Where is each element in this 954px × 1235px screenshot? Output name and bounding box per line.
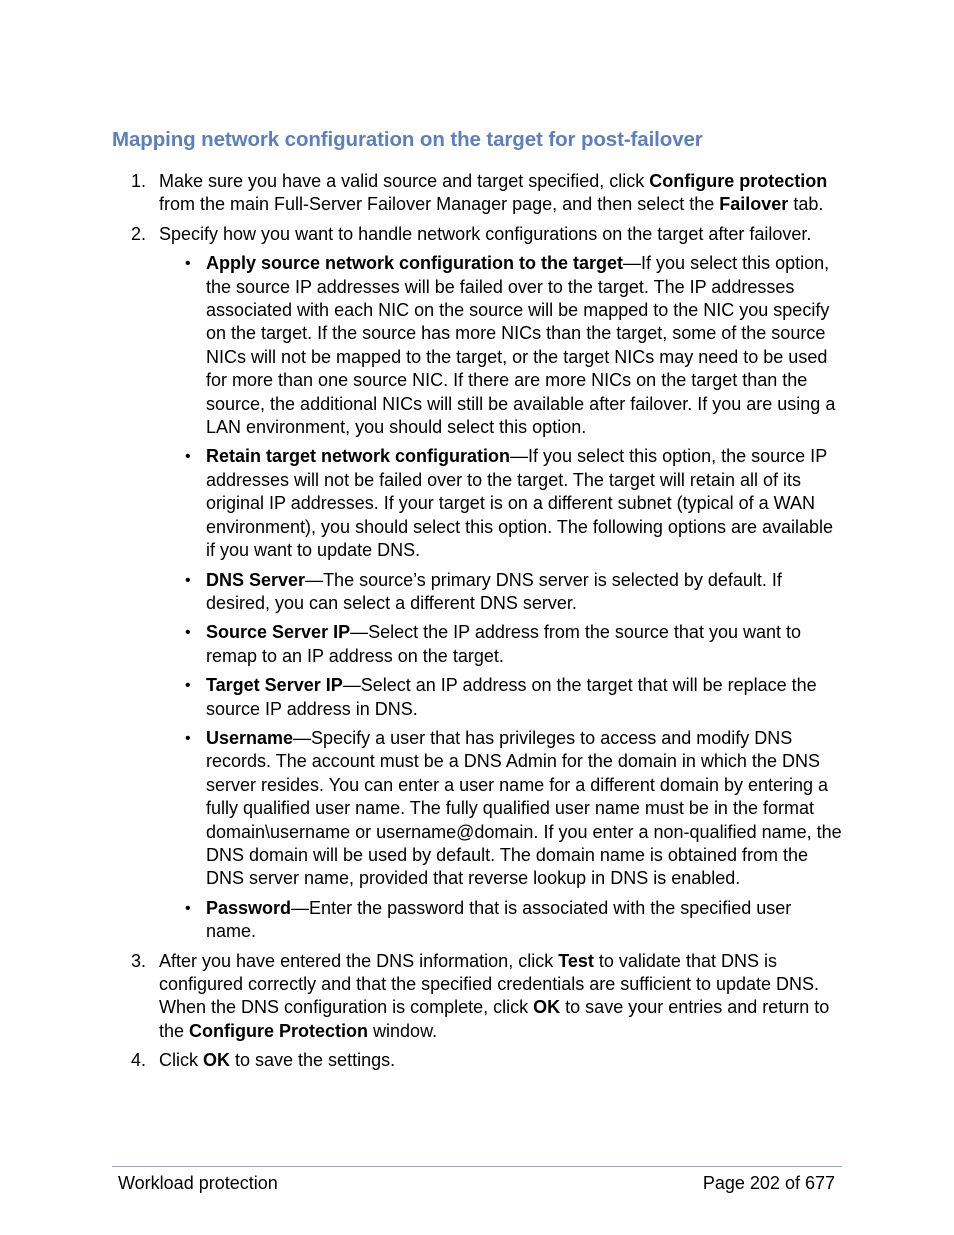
- option-description: —Specify a user that has privileges to access and modify DNS records. The account must be a DNS Admin for the domain in which the DNS server resides. You can enter a user name for a different domain by entering a fully qualified user name. The fully qualified user name must be in the format domain\username or username@domain. If you enter a non-qualified name, the DNS domain will be used by default. The domain name is obtained from the DNS server name, provided that reverse lookup in DNS is enabled.: [206, 727, 842, 889]
- step-text: Make sure you have a valid source and target specified, click: [159, 171, 650, 191]
- option-term: Apply source network configuration to the target: [206, 253, 624, 274]
- option-description: —Select an IP address on the target that will be replace the source IP address in DNS.: [206, 675, 817, 719]
- option-term: Password: [206, 897, 292, 918]
- option-item: [0, 621, 954, 668]
- bullet-icon: •: [185, 448, 191, 466]
- options-bullet-list: [0, 252, 954, 943]
- option-term: Username: [206, 727, 294, 748]
- bullet-icon: •: [185, 677, 191, 695]
- step-item: [0, 223, 954, 246]
- steps-list: [0, 170, 954, 246]
- option-description: —Enter the password that is associated with the specified user name.: [206, 897, 792, 942]
- option-description: —If you select this option, the source IP addresses will not be failed over to the target. The target will retain all of its original IP addresses. If your target is on a different subnet (typical of a WAN environment), you should select this option. The following options are available if you want to update DNS.: [206, 446, 834, 561]
- step-text: from the main Full-Server Failover Manager page, and then select the: [159, 194, 720, 215]
- option-term: Retain target network configuration: [206, 446, 511, 467]
- step-text: Specify how you want to handle network configurations on the target after failover.: [159, 223, 812, 244]
- option-item: [0, 569, 954, 616]
- step-text: window.: [368, 1020, 438, 1041]
- step-number: 2.: [131, 223, 147, 244]
- option-item: [0, 674, 954, 721]
- page-heading: Mapping network configuration on the target for post-failover: [112, 128, 703, 151]
- footer-page-number: Page 202 of 677: [702, 1173, 835, 1193]
- footer-section-title: Workload protection: [118, 1173, 278, 1193]
- ui-term: Failover: [719, 194, 789, 215]
- bullet-icon: •: [185, 899, 191, 917]
- option-item: [0, 252, 954, 439]
- option-term: Target Server IP: [206, 675, 343, 696]
- option-description: —The source’s primary DNS server is selected by default. If desired, you can select a different DNS server.: [206, 569, 782, 613]
- steps-list-continued: [0, 950, 954, 1073]
- bullet-icon: •: [185, 571, 191, 589]
- option-description: —If you select this option, the source IP addresses will be failed over to the target. The IP addresses associated with each NIC on the source will be mapped to the NIC you specify on the target. If the source has more NICs than the target, some of the source NICs will not be mapped to the target, or the target NICs may need to be used for more than one source NIC. If there are more NICs on the target than the source, the additional NICs will still be available after failover. If you are using a LAN environment, you should select this option.: [206, 253, 836, 438]
- option-item: [0, 727, 954, 891]
- ui-term: Configure protection: [649, 171, 828, 191]
- step-text: Click: [159, 1050, 203, 1071]
- ui-term: Test: [558, 950, 594, 971]
- option-term: Source Server IP: [206, 622, 351, 643]
- bullet-icon: •: [185, 255, 191, 273]
- option-item: [0, 897, 954, 944]
- step-text: After you have entered the DNS information, click: [159, 950, 559, 971]
- footer-divider: [112, 1166, 842, 1167]
- step-text: tab.: [788, 194, 824, 215]
- step-text: to save your entries and return to the: [159, 997, 830, 1041]
- step-text: to save the settings.: [230, 1050, 396, 1071]
- step-number: 1.: [131, 171, 147, 191]
- step-number: 3.: [131, 950, 147, 971]
- bullet-icon: •: [185, 729, 191, 747]
- step-item: [0, 1049, 954, 1072]
- option-item: [0, 445, 954, 562]
- step-item: [0, 170, 954, 217]
- ui-term: OK: [533, 997, 561, 1018]
- option-term: DNS Server: [206, 569, 306, 590]
- ui-term: OK: [203, 1050, 230, 1071]
- option-description: —Select the IP address from the source that you want to remap to an IP address on the target.: [206, 622, 801, 666]
- bullet-icon: •: [185, 624, 191, 642]
- step-text: to validate that DNS is configured correctly and that the specified credentials are sufficient to update DNS. When the DNS configuration is complete, click: [159, 950, 820, 1018]
- step-number: 4.: [131, 1050, 147, 1071]
- step-item: [0, 950, 954, 1044]
- ui-term: Configure Protection: [189, 1020, 369, 1041]
- instructions-body: [0, 170, 954, 1079]
